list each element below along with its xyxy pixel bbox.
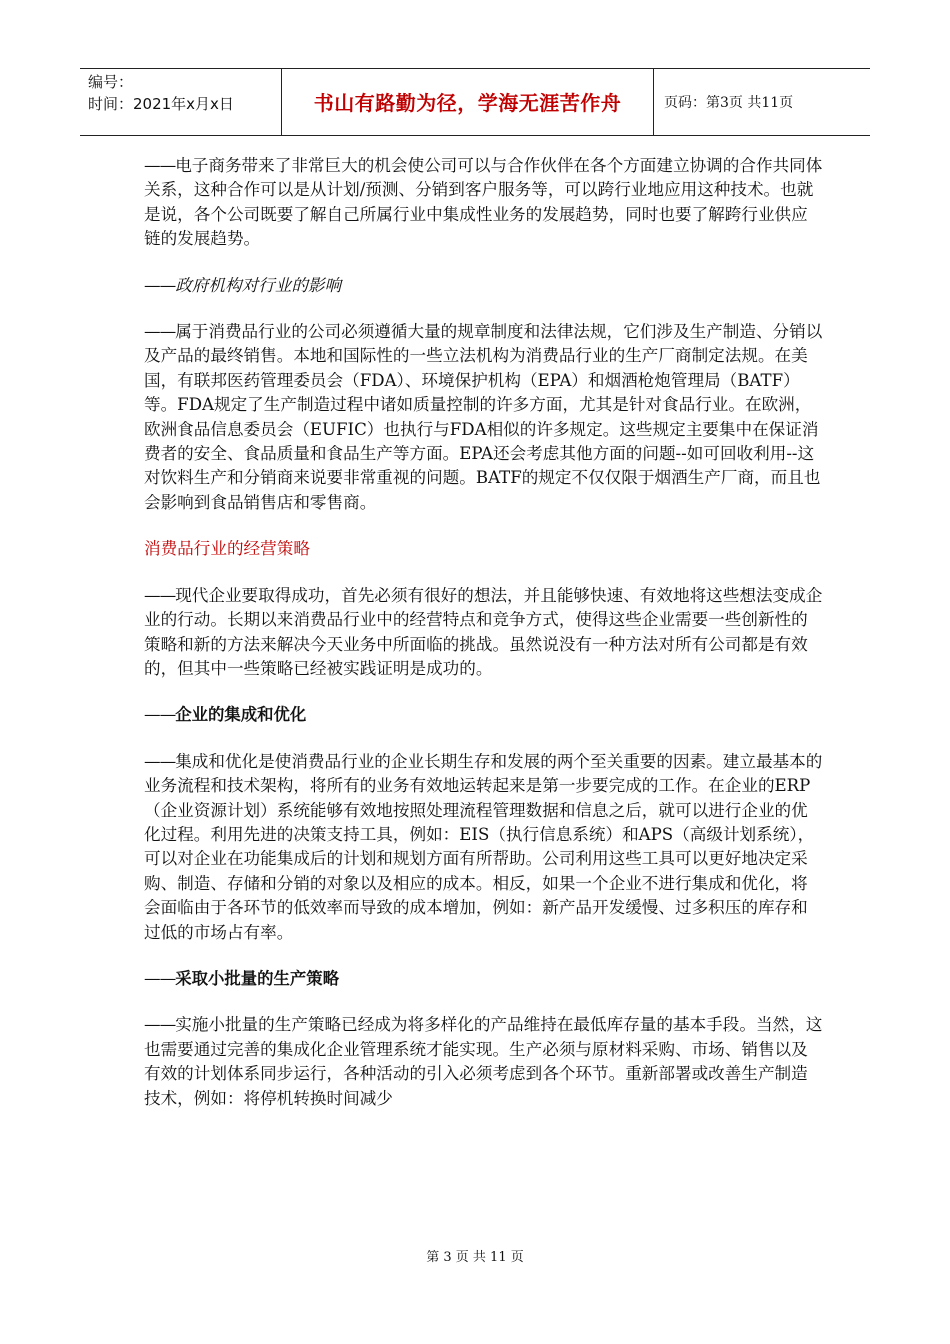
subheading: ——企业的集成和优化 [144, 705, 307, 725]
subheading: ——采取小批量的生产策略 [144, 968, 340, 988]
paragraph: ——集成和优化是使消费品行业的企业长期生存和发展的两个至关重要的因素。建立最基本的业务流程和技术架构，将所有的业务有效地运转起来是第一步要完成的工作。在企业的ERP（企业资源计划）系统能够有效地按照处理流程管理数据和信息之后，就可以进行企业的优化过程。利用先进的决策支持工具，例如：EIS（执行信息系统）和APS（高级计划系统），可以对企业在功能集成后的计划和规划方面有所帮助。公司利用这些工具可以更好地决定采购、制造、存储和分销的对象以及相应的成本。相反，如果一个企业不进行集成和优化，将会面临由于各环节的低效率而导致的成本增加，例如：新产品开发缓慢、过多积压的库存和过低的市场占有率。 [144, 751, 823, 942]
paragraph: ——现代企业要取得成功，首先必须有很好的想法，并且能够快速、有效地将这些想法变成企业的行动。长期以来消费品行业中的经营特点和竞争方式，使得这些企业需要一些创新性的策略和新的方法来解决今天业务中所面临的挑战。虽然说没有一种方法对所有公司都是有效的，但其中一些策略已经被实践证明是成功的。 [144, 585, 823, 678]
paragraph: ——电子商务带来了非常巨大的机会使公司可以与合作伙伴在各个方面建立协调的合作共同体关系，这种合作可以是从计划/预测、分销到客户服务等，可以跨行业地应用这种技术。也就是说，各个公司既要了解自己所属行业中集成性业务的发展趋势，同时也要了解跨行业供应链的发展趋势。 [144, 156, 823, 249]
time-label: 时间：2021年x月x日 [88, 95, 234, 113]
page-header [80, 68, 870, 136]
paragraph: ——实施小批量的生产策略已经成为将多样化的产品维持在最低库存量的基本手段。当然，这也需要通过完善的集成化企业管理系统才能实现。生产必须与原材料采购、市场、销售以及有效的计划体系同步运行，各种活动的引入必须考虑到各个环节。重新部署或改善生产制造技术，例如：将停机转换时间减少 [144, 1015, 823, 1108]
header-meta [80, 69, 282, 135]
header-page-info: 页码：第3页 共11页 [664, 95, 794, 111]
paragraph: ——属于消费品行业的公司必须遵循大量的规章制度和法律法规，它们涉及生产制造、分销以及产品的最终销售。本地和国际性的一些立法机构为消费品行业的生产厂商制定法规。在美国，有联邦医药管理委员会（FDA）、环境保护机构（EPA）和烟酒枪炮管理局（BATF）等。FDA规定了生产制造过程中诸如质量控制的许多方面，尤其是针对食品行业。在欧洲，欧洲食品信息委员会（EUFIC）也执行与FDA相似的许多规定。这些规定主要集中在保证消费者的安全、食品质量和食品生产等方面。EPA还会考虑其他方面的问题--如可回收利用--这对饮料生产和分销商来说要非常重视的问题。BATF的规定不仅仅限于烟酒生产厂商，而且也会影响到食品销售店和零售商。 [144, 322, 823, 512]
number-label: 编号： [88, 73, 134, 91]
header-motto-cell [282, 69, 654, 135]
section-heading: ——政府机构对行业的影响 [144, 275, 342, 295]
page-footer: 第 3 页 共 11 页 [426, 1250, 524, 1265]
document-body [144, 154, 824, 1111]
section-heading-red: 消费品行业的经营策略 [144, 539, 310, 559]
motto: 书山有路勤为径，学海无涯苦作舟 [313, 91, 622, 115]
